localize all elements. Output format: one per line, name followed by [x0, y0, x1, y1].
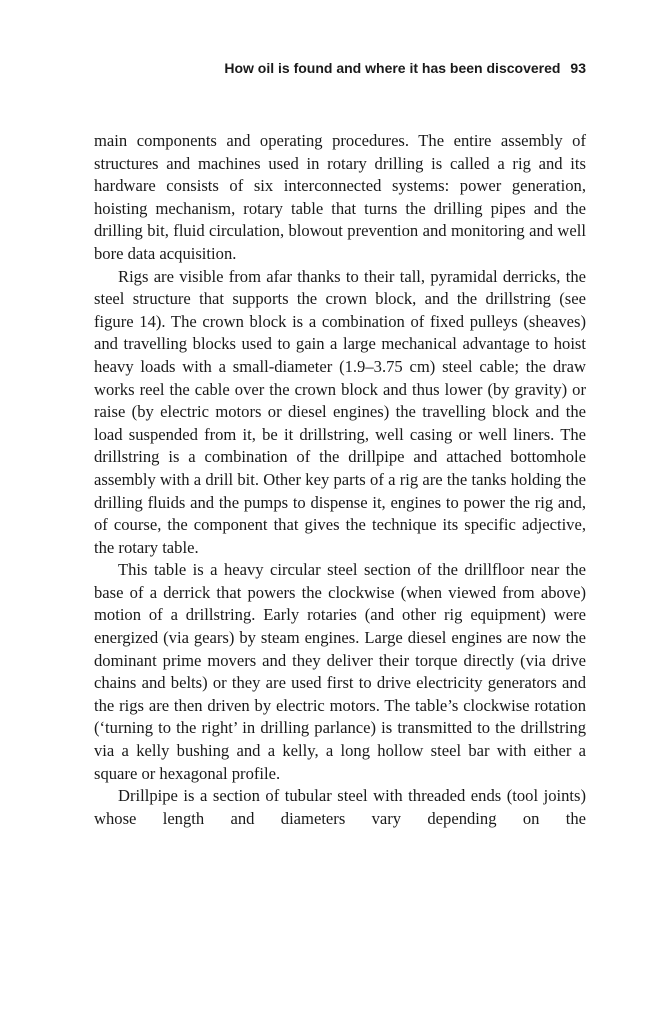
running-head-title: How oil is found and where it has been discovered [224, 60, 561, 76]
body-text [94, 130, 586, 830]
paragraph-continued: main components and operating procedures. The entire assembly of structures and machines used in rotary drilling is called a rig and its hardware consists of six interconnected systems: power generation, hoisting mechanism, rotary table that turns the drilling pipes and the drilling bit, fluid circulation, blowout prevention and monitoring and well bore data acquisition. [94, 131, 586, 263]
page-number: 93 [570, 60, 586, 76]
paragraph-rigs: Rigs are visible from afar thanks to their tall, pyramidal derricks, the steel structure that supports the crown block, and the drillstring (see figure 14). The crown block is a combination of fixed pulleys (sheaves) and travelling blocks used to gain a large mechanical advantage to hoist heavy loads with a small-diameter (1.9–3.75 cm) steel cable; the draw works reel the cable over the crown block and thus lower (by gravity) or raise (by electric motors or diesel engines) the travelling block and the load suspended from it, be it drillstring, well casing or well liners. The drillstring is a combination of the drillpipe and attached bottomhole assembly with a drill bit. Other key parts of a rig are the tanks holding the drilling fluids and the pumps to dispense it, engines to power the rig and, of course, the component that gives the technique its specific adjective, the rotary table. [94, 266, 586, 557]
running-head [224, 60, 586, 76]
paragraph-rotary-table: This table is a heavy circular steel section of the drillfloor near the base of a derrick that powers the clockwise (when viewed from above) motion of a drillstring. Early rotaries (and other rig equipment) were energized (via gears) by steam engines. Large diesel engines are now the dominant prime movers and they deliver their torque directly (via drive chains and belts) or they are used first to drive electricity generators and the rigs are then driven by electric motors. The table’s clockwise rotation (‘turning to the right’ in drilling parlance) is transmitted to the drillstring via a kelly bushing and a kelly, a long hollow steel bar with either a square or hexagonal profile. [94, 560, 586, 783]
paragraph-drillpipe: Drillpipe is a section of tubular steel with threaded ends (tool joints) whose length and diameters vary depending on the [94, 786, 586, 828]
